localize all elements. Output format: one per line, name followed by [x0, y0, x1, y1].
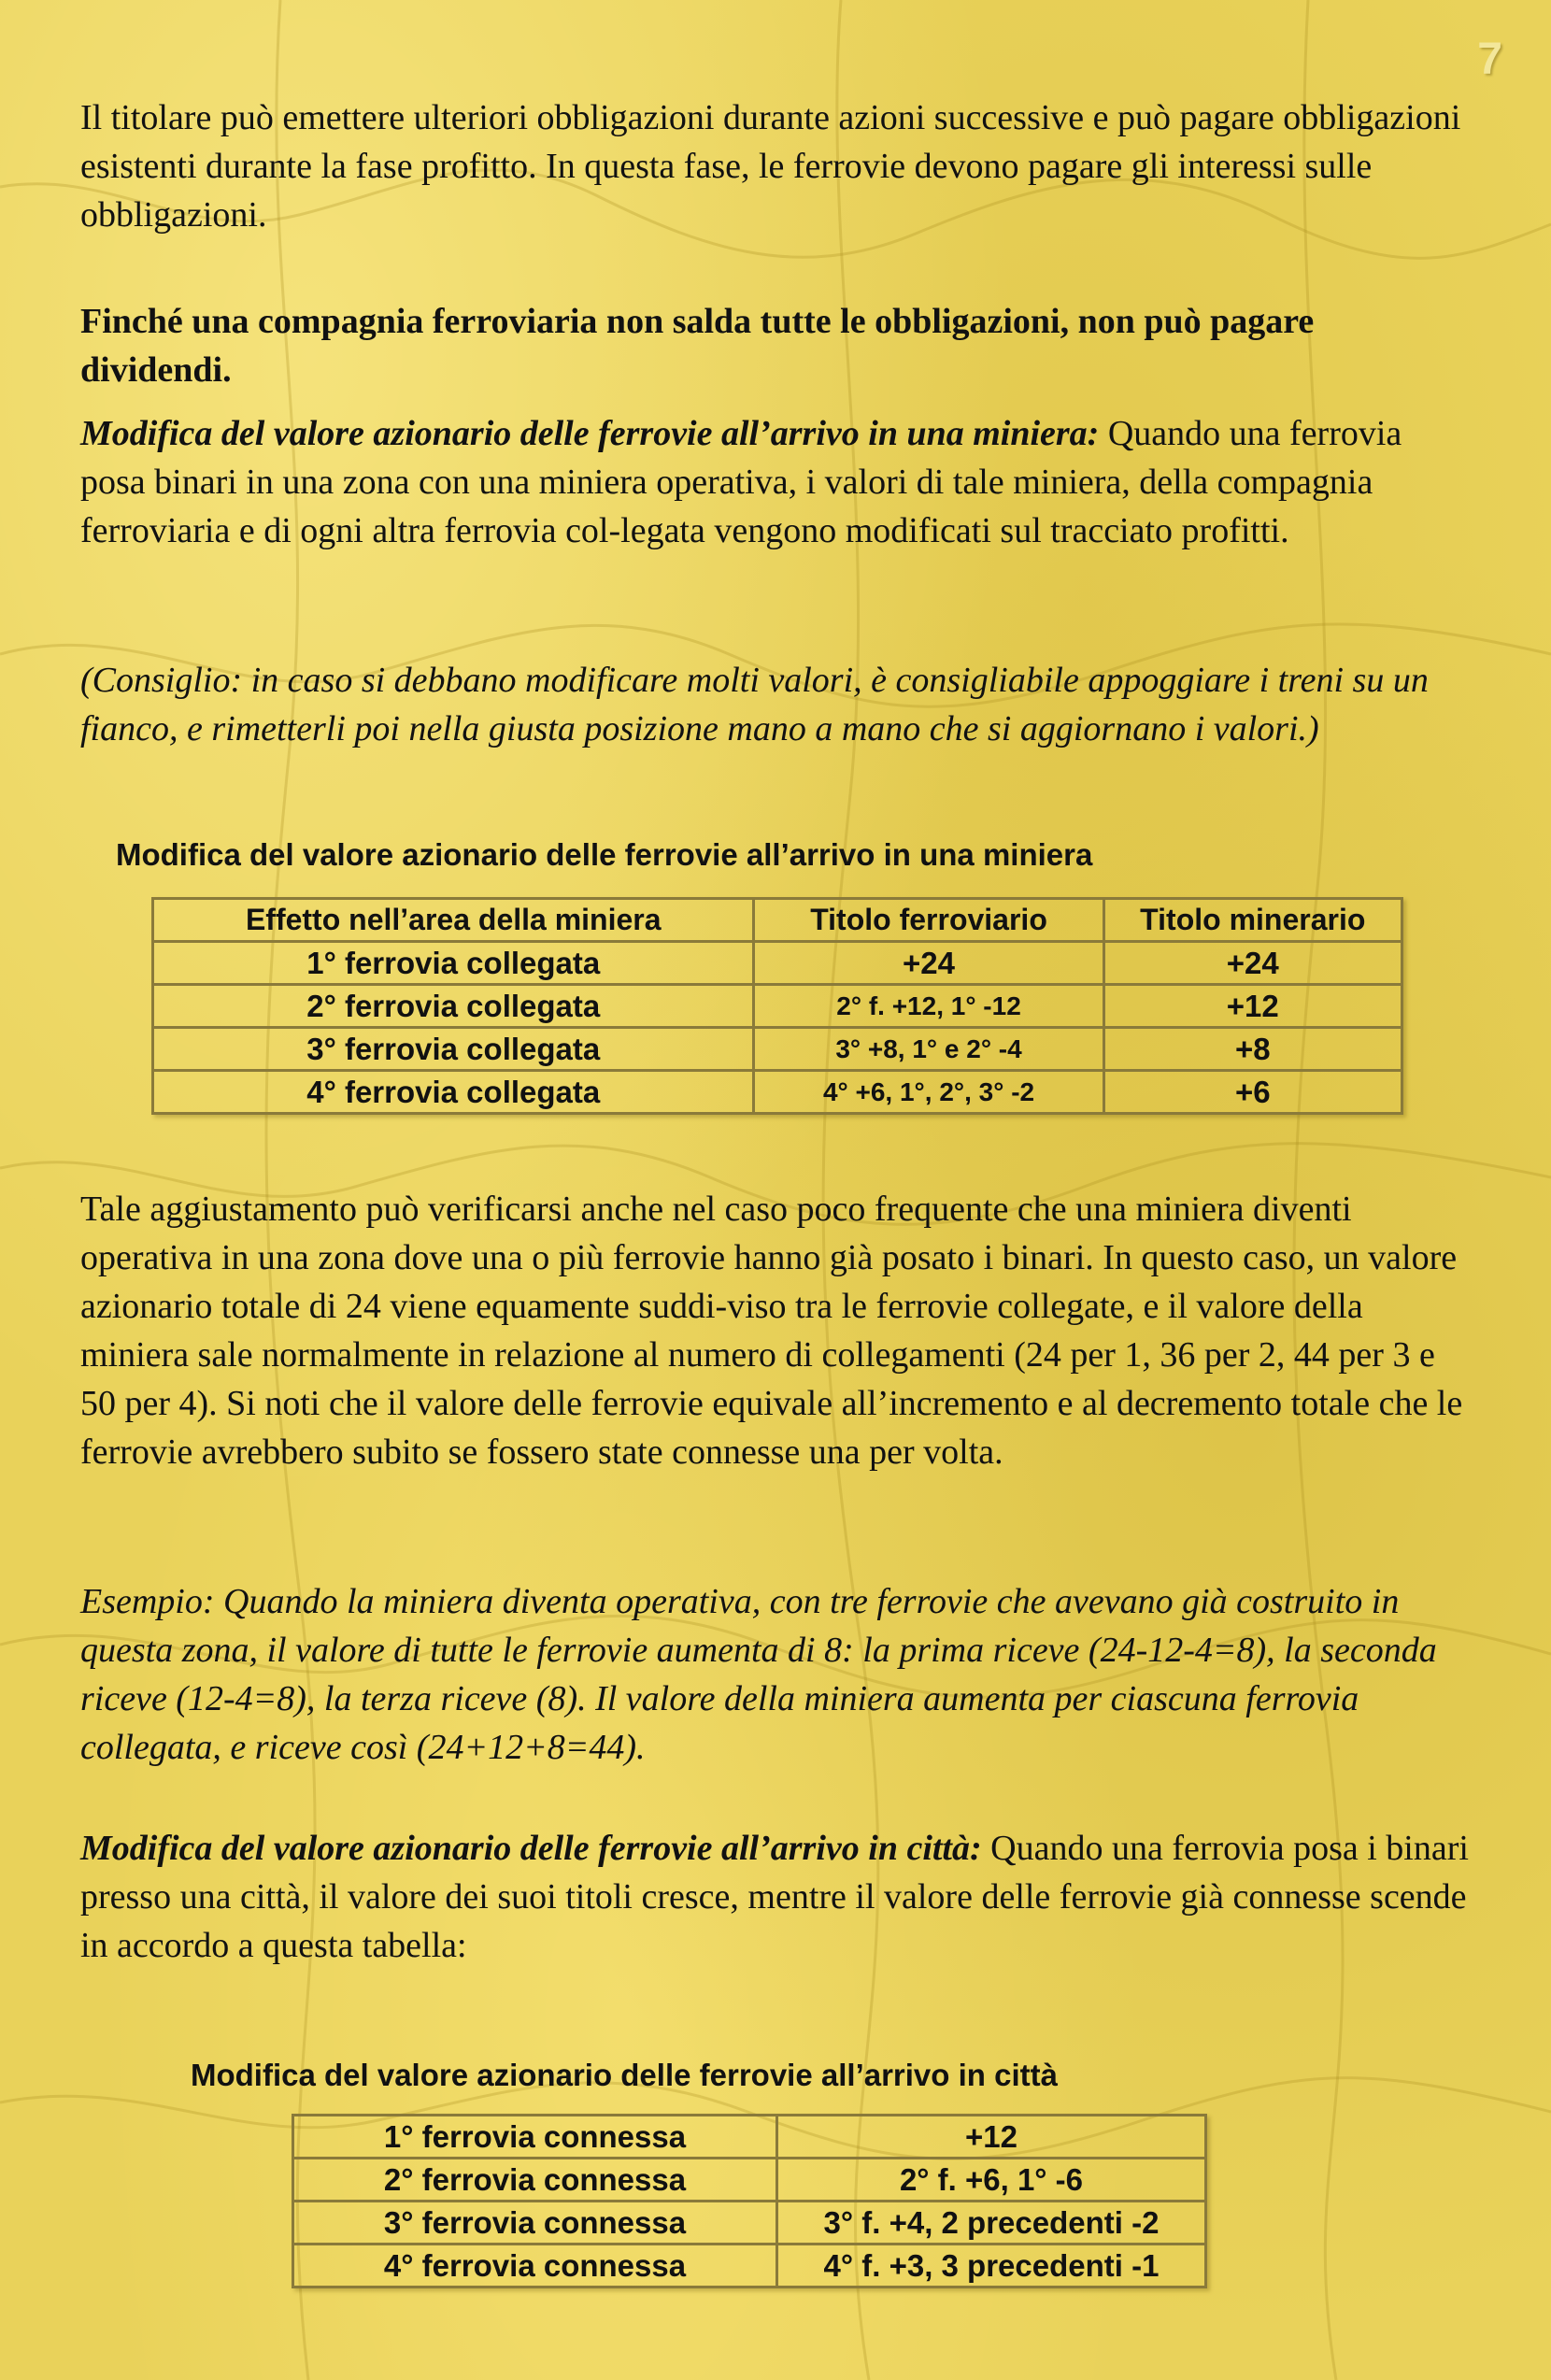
table-cell: +12 [777, 2116, 1206, 2159]
dividends-text: Finché una compagnia ferroviaria non salda tutte le obbligazioni, non può pagare dividendi. [80, 302, 1315, 390]
page-number: 7 [1477, 35, 1502, 84]
paragraph-tip [80, 656, 1471, 753]
table-cell: 4° ferrovia collegata [153, 1071, 754, 1114]
table-cell: 3° +8, 1° e 2° -4 [754, 1028, 1103, 1071]
table-cell: 3° ferrovia connessa [293, 2202, 777, 2245]
paragraph-city-arrival [80, 1824, 1471, 1970]
table-cell: 4° +6, 1°, 2°, 3° -2 [754, 1071, 1103, 1114]
table-cell: +8 [1103, 1028, 1402, 1071]
table-cell: +24 [754, 942, 1103, 985]
table-row [153, 1028, 1402, 1071]
paragraph-dividends [80, 297, 1471, 394]
table-row [153, 942, 1402, 985]
table-row [153, 1071, 1402, 1114]
table-cell: 2° f. +12, 1° -12 [754, 985, 1103, 1028]
paragraph-mine-arrival [80, 409, 1471, 555]
city-table-title: Modifica del valore azionario delle ferrovie all’arrivo in città [191, 2058, 1058, 2092]
table-cell: 1° ferrovia collegata [153, 942, 754, 985]
bonds-text: Il titolare può emettere ulteriori obbligazioni durante azioni successive e può pagare obbligazioni esistenti durante la fase profitto. In questa fase, le ferrovie devono pagare gli interessi sulle obbligazioni. [80, 98, 1461, 235]
mine-arrival-body: Quando una ferrovia posa binari in una zona con una miniera operativa, i valori di tale miniera, della compagnia ferroviaria e di ogni altra ferrovia col-legata vengono modificati sul tracciato profitti. [80, 414, 1402, 550]
tip-text: (Consiglio: in caso si debbano modificare molti valori, è consigliabile appoggiare i treni su un fianco, e rimetterli poi nella giusta posizione mano a mano che si aggiornano i valori.) [80, 661, 1429, 748]
table-cell: 4° ferrovia connessa [293, 2245, 777, 2287]
header-cell: Titolo ferroviario [754, 899, 1103, 942]
table-row [293, 2116, 1206, 2159]
example-text: Esempio: Quando la miniera diventa operativa, con tre ferrovie che avevano già costruito in questa zona, il valore di tutte le ferrovie aumenta di 8: la prima riceve (24-12-4=8), la seconda riceve (12-4=8), la terza riceve (8). Il valore della miniera aumenta per ciascuna ferrovia collegata, e riceve così (24+12+8=44). [80, 1582, 1437, 1767]
mine-effect-table [151, 897, 1403, 1115]
table-row [293, 2159, 1206, 2202]
late-mine-text: Tale aggiustamento può verificarsi anche nel caso poco frequente che una miniera diventi operativa in una zona dove una o più ferrovie hanno già posato i binari. In questo caso, un valore azionario totale di 24 viene equamente suddi-viso tra le ferrovie collegate, e il valore della miniera sale normalmente in relazione al numero di collegamenti (24 per 1, 36 per 2, 44 per 3 e 50 per 4). Si noti che il valore delle ferrovie equivale all’incremento e al decremento totale che le ferrovie avrebbero subito se fossero state connesse una per volta. [80, 1190, 1463, 1472]
city-arrival-body: Quando una ferrovia posa i binari presso una città, il valore dei suoi titoli cresce, mentre il valore delle ferrovie già connesse scende in accordo a questa tabella: [80, 1829, 1469, 1965]
table-cell: 2° f. +6, 1° -6 [777, 2159, 1206, 2202]
header-cell: Titolo minerario [1103, 899, 1402, 942]
table-cell: 4° f. +3, 3 precedenti -1 [777, 2245, 1206, 2287]
table-cell: +6 [1103, 1071, 1402, 1114]
paragraph-late-mine [80, 1185, 1471, 1476]
paragraph-bonds [80, 93, 1471, 239]
paragraph-example [80, 1577, 1471, 1772]
table-row [293, 2245, 1206, 2287]
table-row [293, 2202, 1206, 2245]
city-effect-table [292, 2114, 1207, 2288]
table-cell: 3° ferrovia collegata [153, 1028, 754, 1071]
table-cell: 1° ferrovia connessa [293, 2116, 777, 2159]
mine-arrival-heading: Modifica del valore azionario delle ferrovie all’arrivo in una miniera: [80, 414, 1100, 453]
table-header-row [153, 899, 1402, 942]
table-cell: 3° f. +4, 2 precedenti -2 [777, 2202, 1206, 2245]
table-cell: +12 [1103, 985, 1402, 1028]
header-cell: Effetto nell’area della miniera [153, 899, 754, 942]
table-cell: +24 [1103, 942, 1402, 985]
table-cell: 2° ferrovia collegata [153, 985, 754, 1028]
table-cell: 2° ferrovia connessa [293, 2159, 777, 2202]
mine-table-title: Modifica del valore azionario delle ferrovie all’arrivo in una miniera [116, 837, 1093, 872]
table-row [153, 985, 1402, 1028]
city-arrival-heading: Modifica del valore azionario delle ferrovie all’arrivo in città: [80, 1829, 982, 1868]
